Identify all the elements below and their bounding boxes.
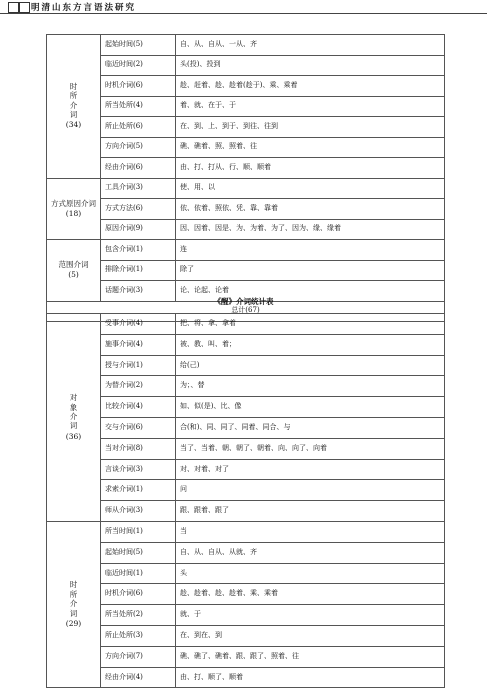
- table-row: [47, 96, 445, 117]
- subtype-cell: 经由介词(6): [101, 158, 176, 179]
- prepositions-cell: 趁、赶着、趁、趁着(趁于)、乘、乘着: [176, 76, 445, 97]
- table-row: [47, 438, 445, 459]
- category-label: 时所介词: [69, 580, 78, 618]
- table-row: [47, 459, 445, 480]
- table-row: [47, 625, 445, 646]
- table-row: [47, 76, 445, 97]
- table-row: [47, 646, 445, 667]
- table-row: [47, 501, 445, 522]
- table-row: [47, 240, 445, 261]
- prepositions-cell: 自、从、自从、一从、齐: [176, 35, 445, 56]
- category-label: 范围介词: [58, 260, 89, 270]
- subtype-cell: 时机介词(6): [101, 584, 176, 605]
- table-row: [47, 417, 445, 438]
- prepositions-cell: 在、到在、到: [176, 625, 445, 646]
- subtype-cell: 求索介词(1): [101, 480, 176, 501]
- category-count: (36): [65, 431, 82, 441]
- subtype-cell: 为替介词(2): [101, 376, 176, 397]
- prepositions-cell: 由、打、打从、行、顺、顺着: [176, 158, 445, 179]
- table-row: [47, 117, 445, 138]
- subtype-cell: 所止处所(3): [101, 625, 176, 646]
- prepositions-cell: 论、论起、论着: [176, 281, 445, 302]
- prepositions-cell: 除了: [176, 260, 445, 281]
- prepositions-cell: 把、将、拿、拿着: [176, 314, 445, 335]
- subtype-cell: 话题介词(3): [101, 281, 176, 302]
- category-count: (5): [68, 270, 79, 280]
- table-row: [47, 178, 445, 199]
- subtype-cell: 起始时间(5): [101, 542, 176, 563]
- category-count: (34): [65, 120, 82, 130]
- table-row: [47, 521, 445, 542]
- table-row: [47, 137, 445, 158]
- subtype-cell: 临近时间(2): [101, 55, 176, 76]
- prepositions-cell: 着、就、在于、于: [176, 96, 445, 117]
- category-cell: [47, 521, 101, 687]
- subtype-cell: 方式方法(6): [101, 199, 176, 220]
- table-row: [47, 480, 445, 501]
- subtype-cell: 师从介词(3): [101, 501, 176, 522]
- table-caption: 《醒》介词统计表: [213, 297, 274, 306]
- prepositions-cell: 问: [176, 480, 445, 501]
- subtype-cell: 受事介词(4): [101, 314, 176, 335]
- prepositions-cell: 因、因着、因是、为、为着、为了、因为、缘、缘着: [176, 219, 445, 240]
- table-row: [47, 605, 445, 626]
- prepositions-cell: 合(和)、同、同了、同着、同合、与: [176, 417, 445, 438]
- prepositions-cell: 如、似(是)、比、像: [176, 397, 445, 418]
- subtype-cell: 方向介词(5): [101, 137, 176, 158]
- table-row: [47, 55, 445, 76]
- prepositions-cell: 依、依着、照依、凭、靠、靠着: [176, 199, 445, 220]
- prepositions-cell: 当: [176, 521, 445, 542]
- table-row: [47, 334, 445, 355]
- table-row: [47, 355, 445, 376]
- header-rule: [0, 13, 487, 14]
- prepositions-cell: 跟、跟着、跟了: [176, 501, 445, 522]
- subtype-cell: 所当处所(2): [101, 605, 176, 626]
- table-row: [47, 158, 445, 179]
- subtype-cell: 时机介词(6): [101, 76, 176, 97]
- table-row: [47, 397, 445, 418]
- subtype-cell: 起始时间(5): [101, 35, 176, 56]
- subtype-cell: 施事介词(4): [101, 334, 176, 355]
- prepositions-cell: 被、教、叫、着；: [176, 334, 445, 355]
- prepositions-cell: 头: [176, 563, 445, 584]
- prepositions-cell: 由、打、顺了、顺着: [176, 667, 445, 688]
- subtype-cell: 所止处所(6): [101, 117, 176, 138]
- subtype-cell: 授与介词(1): [101, 355, 176, 376]
- preposition-table-1: [46, 34, 445, 322]
- category-label: 方式原因介词: [51, 198, 96, 208]
- subtype-cell: 经由介词(4): [101, 667, 176, 688]
- prepositions-cell: 对、对着、对了: [176, 459, 445, 480]
- category-cell: [47, 240, 101, 302]
- prepositions-cell: 连: [176, 240, 445, 261]
- table-row: [47, 584, 445, 605]
- subtype-cell: 原因介词(9): [101, 219, 176, 240]
- prepositions-cell: 自、从、自从、从就、齐: [176, 542, 445, 563]
- subtype-cell: 比较介词(4): [101, 397, 176, 418]
- subtype-cell: 包含介词(1): [101, 240, 176, 261]
- category-label: 对象介词: [69, 393, 78, 431]
- total-cell: 总计(67): [47, 301, 445, 322]
- table-row: [47, 542, 445, 563]
- category-cell: [47, 35, 101, 179]
- subtype-cell: 方向介词(7): [101, 646, 176, 667]
- table-row: [47, 563, 445, 584]
- preposition-table-2: [46, 313, 445, 688]
- prepositions-cell: 趁、趁着、趁、趁着、乘、乘着: [176, 584, 445, 605]
- subtype-cell: 言谈介词(3): [101, 459, 176, 480]
- table-row: [47, 219, 445, 240]
- prepositions-cell: 给(己): [176, 355, 445, 376]
- subtype-cell: 所当处所(4): [101, 96, 176, 117]
- subtype-cell: 交与介词(6): [101, 417, 176, 438]
- subtype-cell: 工具介词(3): [101, 178, 176, 199]
- prepositions-cell: 为；、替: [176, 376, 445, 397]
- prepositions-cell: 礁、礁着、照、照着、往: [176, 137, 445, 158]
- category-cell: [47, 314, 101, 522]
- table-row: [47, 314, 445, 335]
- category-cell: [47, 178, 101, 240]
- page-header: [0, 0, 487, 16]
- prepositions-cell: 就、于: [176, 605, 445, 626]
- prepositions-cell: 当了、当着、朝、朝了、朝着、向、向了、向着: [176, 438, 445, 459]
- table-row: [47, 199, 445, 220]
- prepositions-cell: 头(投)、投到: [176, 55, 445, 76]
- book-title: 明清山东方言语法研究: [31, 3, 137, 13]
- prepositions-cell: 礁、礁了、礁着、跟、跟了、照着、往: [176, 646, 445, 667]
- prepositions-cell: 在、到、上、到于、到往、往到: [176, 117, 445, 138]
- category-count: (29): [65, 618, 82, 628]
- subtype-cell: 排除介词(1): [101, 260, 176, 281]
- category-label: 时所介词: [69, 82, 78, 120]
- header-square-decoration: [19, 2, 30, 13]
- subtype-cell: 临近时间(1): [101, 563, 176, 584]
- prepositions-cell: 使、用、以: [176, 178, 445, 199]
- table-row: [47, 667, 445, 688]
- table-row: [47, 35, 445, 56]
- category-count: (18): [65, 208, 82, 218]
- table-row: [47, 260, 445, 281]
- subtype-cell: 当对介词(8): [101, 438, 176, 459]
- table-row: [47, 376, 445, 397]
- subtype-cell: 所当时间(1): [101, 521, 176, 542]
- header-square-decoration: [8, 2, 19, 13]
